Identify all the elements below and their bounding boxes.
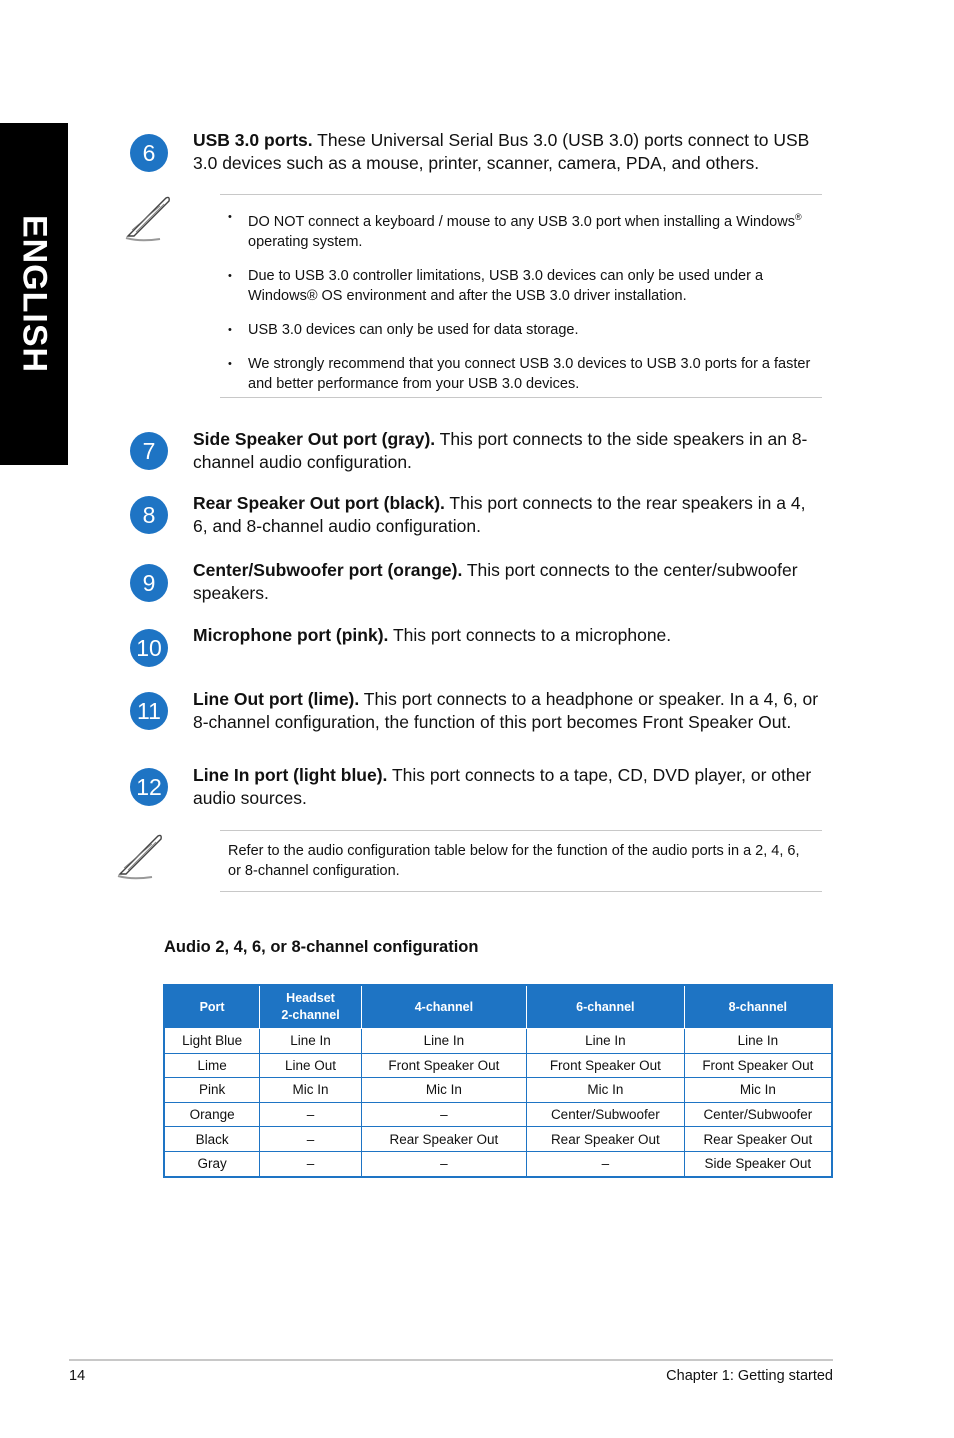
table-cell: Line In [260, 1029, 362, 1054]
item-rear-speaker: Rear Speaker Out port (black). This port connects to the rear speakers in a 4, 6, and 8-channel audio configuration. [193, 493, 806, 536]
language-tab [0, 123, 68, 465]
table-cell: – [361, 1102, 526, 1127]
item-line-out: Line Out port (lime). This port connects to a headphone or speaker. In a 4, 6, or 8-channel configuration, the function of this port becomes Front Speaker Out. [193, 689, 819, 732]
item-number-badge: 11 [130, 692, 168, 730]
header-headset: Headset 2-channel [260, 985, 362, 1029]
header-port: Port [164, 985, 260, 1029]
table-cell: Line In [527, 1029, 685, 1054]
table-cell: Gray [164, 1151, 260, 1176]
note-bullet: • DO NOT connect a keyboard / mouse to any USB 3.0 port when installing a Windows® operating system. [220, 207, 822, 252]
table-row [164, 1151, 832, 1176]
table-cell: Side Speaker Out [684, 1151, 832, 1176]
item-microphone: Microphone port (pink). This port connects to a microphone. [193, 625, 672, 645]
table-cell: Mic In [684, 1078, 832, 1103]
table-cell: Mic In [527, 1078, 685, 1103]
item-usb-ports: USB 3.0 ports. These Universal Serial Bus 3.0 (USB 3.0) ports connect to USB 3.0 devices such as a mouse, printer, scanner, camera, PDA, and others. [193, 130, 810, 173]
table-cell: Front Speaker Out [361, 1053, 526, 1078]
table-cell: Black [164, 1127, 260, 1152]
table-cell: Line Out [260, 1053, 362, 1078]
note-bullet: • Due to USB 3.0 controller limitations, USB 3.0 devices can only be used under a Windows® OS environment and after the USB 3.0 driver installation. [220, 266, 822, 306]
page-number: 14 [69, 1368, 86, 1384]
item-line-in: Line In port (light blue). This port connects to a tape, CD, DVD player, or other audio sources. [193, 765, 812, 808]
item-number-badge: 12 [130, 768, 168, 806]
table-row [164, 1078, 832, 1103]
table-cell: Front Speaker Out [684, 1053, 832, 1078]
note-bullet: • We strongly recommend that you connect USB 3.0 devices to USB 3.0 ports for a faster and better performance from your USB 3.0 devices. [220, 354, 822, 394]
table-cell: Rear Speaker Out [527, 1127, 685, 1152]
table-title: Audio 2, 4, 6, or 8-channel configuration [164, 938, 479, 956]
table-row [164, 1029, 832, 1054]
table-cell: Line In [361, 1029, 526, 1054]
table-row [164, 1102, 832, 1127]
note-pen-icon [112, 830, 168, 880]
item-number-badge: 9 [130, 564, 168, 602]
note-pen-icon [120, 192, 176, 242]
table-cell: Orange [164, 1102, 260, 1127]
table-cell: Light Blue [164, 1029, 260, 1054]
table-cell: – [361, 1151, 526, 1176]
audio-note: Refer to the audio configuration table below for the function of the audio ports in a 2, 4, 6, or 8-channel configuration. [220, 830, 822, 892]
item-number-badge: 6 [130, 134, 168, 172]
table-row [164, 1053, 832, 1078]
table-cell: Center/Subwoofer [684, 1102, 832, 1127]
table-cell: – [527, 1151, 685, 1176]
table-cell: Mic In [361, 1078, 526, 1103]
item-number-badge: 8 [130, 496, 168, 534]
table-cell: – [260, 1127, 362, 1152]
table-cell: Lime [164, 1053, 260, 1078]
chapter-title: Chapter 1: Getting started [666, 1368, 833, 1384]
table-cell: Rear Speaker Out [684, 1127, 832, 1152]
item-number-badge: 10 [130, 629, 168, 667]
table-cell: Pink [164, 1078, 260, 1103]
header-4-channel: 4-channel [361, 985, 526, 1029]
header-6-channel: 6-channel [527, 985, 685, 1029]
language-label: ENGLISH [15, 214, 54, 374]
usb-note [220, 194, 822, 398]
header-8-channel: 8-channel [684, 985, 832, 1029]
table-cell: Front Speaker Out [527, 1053, 685, 1078]
table-header-row [164, 985, 832, 1029]
item-side-speaker: Side Speaker Out port (gray). This port connects to the side speakers in an 8-channel audio configuration. [193, 429, 808, 472]
audio-config-table [163, 984, 833, 1178]
item-center-subwoofer: Center/Subwoofer port (orange). This port connects to the center/subwoofer speakers. [193, 560, 798, 603]
table-cell: Center/Subwoofer [527, 1102, 685, 1127]
table-row [164, 1127, 832, 1152]
table-cell: – [260, 1102, 362, 1127]
table-cell: Mic In [260, 1078, 362, 1103]
table-cell: – [260, 1151, 362, 1176]
note-bullet: • USB 3.0 devices can only be used for data storage. [220, 320, 822, 340]
table-cell: Rear Speaker Out [361, 1127, 526, 1152]
footer-divider [69, 1359, 833, 1361]
table-cell: Line In [684, 1029, 832, 1054]
item-number-badge: 7 [130, 432, 168, 470]
